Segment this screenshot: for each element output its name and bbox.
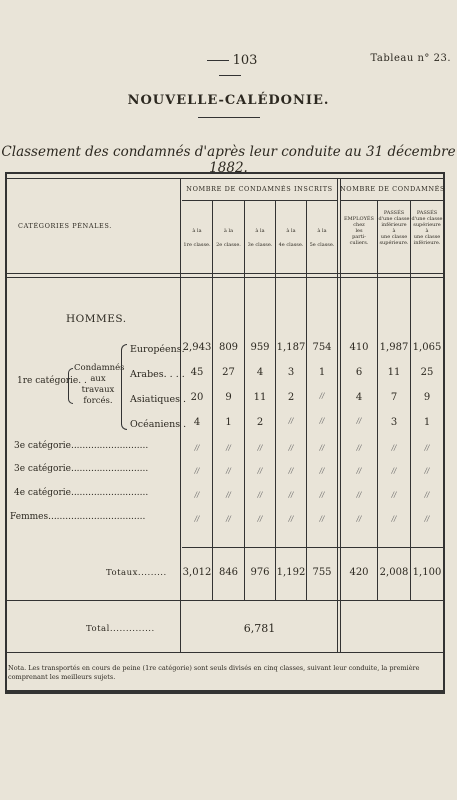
table-cell: // <box>288 491 294 499</box>
table-cell: // <box>424 467 430 475</box>
table-cell: 25 <box>420 367 434 378</box>
table-cell: // <box>391 467 397 475</box>
row-label-oceaniens: Océaniens . <box>130 419 187 430</box>
row-label-arabes: Arabes. . . . <box>130 369 185 380</box>
table-cell: // <box>319 491 325 499</box>
table-cell: 4 <box>355 392 363 403</box>
totaux-cell: 2,008 <box>379 567 409 578</box>
categories-penales-header: CATÉGORIES PÉNALES. <box>18 222 112 230</box>
table-cell: 754 <box>312 342 332 353</box>
table-cell: // <box>319 467 325 475</box>
table-cell: // <box>288 467 294 475</box>
class-header-5: à la 5e classe. <box>309 228 335 248</box>
table-cell: 4 <box>193 417 201 428</box>
table-cell: // <box>391 444 397 452</box>
table-cell: // <box>424 444 430 452</box>
row-label-asiatiques: Asiatiques . <box>130 394 187 405</box>
table-cell: 1 <box>225 417 232 428</box>
row-label-category-c: 4e catégorie........................... <box>14 488 149 498</box>
table-cell: 809 <box>218 342 239 353</box>
table-cell: // <box>356 467 362 475</box>
row-label-europeens: Européens. <box>130 344 185 355</box>
table-cell: // <box>288 417 294 425</box>
table-cell: // <box>257 444 263 452</box>
table-cell: 2,943 <box>182 342 212 353</box>
table-cell: // <box>356 515 362 523</box>
class-header-4: à la 4e classe. <box>278 228 304 248</box>
totaux-cell: 1,100 <box>412 567 442 578</box>
grand-total-value: 6,781 <box>243 622 276 635</box>
totaux-cell: 846 <box>218 567 239 578</box>
condamnes-label: Condamnés aux travaux forcés. <box>74 363 125 406</box>
table-cell: 6 <box>355 367 363 378</box>
condamnes-header-rule <box>340 200 443 201</box>
table-cell: // <box>226 491 231 499</box>
table-cell: // <box>391 515 397 523</box>
table-cell: 2 <box>287 392 295 403</box>
table-cell: // <box>194 467 200 475</box>
table-cell: 1,187 <box>276 342 306 353</box>
table-cell: // <box>288 515 294 523</box>
totaux-cell: 1,192 <box>276 567 306 578</box>
row-label-category-b: 3e catégorie........................... <box>14 464 149 474</box>
totaux-cell: 420 <box>349 567 369 578</box>
col-rule-labels <box>180 178 181 652</box>
table-cell: 1,065 <box>412 342 442 353</box>
passes-inferieure-header: PASSÉS d'une classe supérieure à une classe inférieure. <box>411 210 443 246</box>
table-cell: 1 <box>423 417 431 428</box>
totaux-cell: 3,012 <box>182 567 212 578</box>
table-cell: // <box>194 515 200 523</box>
table-cell: // <box>257 467 263 475</box>
table-cell: 9 <box>423 392 431 403</box>
table-cell: 959 <box>250 342 270 353</box>
table-cell: // <box>226 467 231 475</box>
passes-superieure-header: PASSÉS d'une classe inférieure à une classe supérieure. <box>378 210 410 246</box>
col-rule-5b <box>340 178 341 652</box>
page-number: 103 <box>190 53 270 83</box>
table-cell: // <box>226 444 231 452</box>
table-cell: // <box>257 491 263 499</box>
table-top-rule <box>7 178 443 179</box>
class-header-3: à la 3e classe. <box>247 228 273 248</box>
table-cell: // <box>257 515 263 523</box>
totaux-top-rule <box>182 547 443 548</box>
totaux-cell: 976 <box>250 567 270 578</box>
table-cell: // <box>391 491 397 499</box>
table-cell: 45 <box>190 367 204 378</box>
table-cell: 1 <box>318 367 326 378</box>
table-cell: 3 <box>390 417 398 428</box>
table-bottom-rule <box>5 692 445 694</box>
table-cell: 2 <box>256 417 264 428</box>
title-rule <box>198 117 260 118</box>
table-cell: // <box>424 515 430 523</box>
total-label: Total.............. <box>86 624 155 634</box>
totaux-bottom-rule <box>7 600 443 601</box>
table-cell: // <box>194 444 200 452</box>
table-cell: 11 <box>253 392 267 403</box>
table-cell: // <box>356 417 362 425</box>
col-rule-4 <box>306 200 307 600</box>
col-rule-5 <box>337 178 338 652</box>
right-brace-icon <box>121 344 127 430</box>
total-bottom-rule <box>7 652 443 653</box>
table-cell: // <box>288 444 294 452</box>
table-cell: // <box>194 491 200 499</box>
inscrits-header-rule <box>182 200 337 201</box>
row-label-category-a: 3e catégorie........................... <box>14 441 149 451</box>
table-cell: // <box>356 444 362 452</box>
employes-header: EMPLOYÉS chez les parti- culiers. <box>344 216 374 246</box>
page-title: NOUVELLE-CALÉDONIE. <box>127 93 330 108</box>
table-cell: 410 <box>349 342 369 353</box>
table-cell: 1,987 <box>379 342 409 353</box>
table-cell: 27 <box>222 367 235 378</box>
class-header-1: à la 1re classe. <box>183 228 211 248</box>
row-label-femmes: Femmes.................................. <box>10 512 146 522</box>
table-cell: 4 <box>256 367 264 378</box>
table-number: Tableau n° 23. <box>370 53 451 64</box>
table-cell: // <box>319 417 325 425</box>
table-cell: // <box>356 491 362 499</box>
table-cell: // <box>226 515 231 523</box>
table-cell: // <box>319 515 325 523</box>
table-cell: 7 <box>390 392 398 403</box>
condamnes-group-header: NOMBRE DE CONDAMNÉS <box>340 185 446 193</box>
footnote: Nota. Les transportés en cours de peine (1re catégorie) sont seuls divisés en cinq classes, suivant leur conduite, la première comprenant les meilleurs sujets. <box>8 664 420 681</box>
table-cell: // <box>319 392 325 400</box>
inscrits-group-header: NOMBRE DE CONDAMNÉS INSCRITS <box>186 185 333 193</box>
totaux-cell: 755 <box>312 567 332 578</box>
table-cell: // <box>424 491 430 499</box>
table-cell: 3 <box>287 367 295 378</box>
page-subtitle: Classement des condamnés d'après leur conduite au 31 décembre 1882. <box>1 144 456 176</box>
table-frame <box>5 172 445 692</box>
hommes-label: HOMMES. <box>66 313 127 325</box>
table-cell: 9 <box>225 392 232 403</box>
table-cell: 11 <box>387 367 401 378</box>
totaux-label: Totaux......... <box>106 568 167 578</box>
first-category-label: 1re catégorie. . <box>17 376 87 386</box>
table-cell: 20 <box>190 392 204 403</box>
left-brace-icon <box>68 368 73 404</box>
table-cell: // <box>319 444 325 452</box>
class-header-2: à la 2e classe. <box>216 228 241 248</box>
